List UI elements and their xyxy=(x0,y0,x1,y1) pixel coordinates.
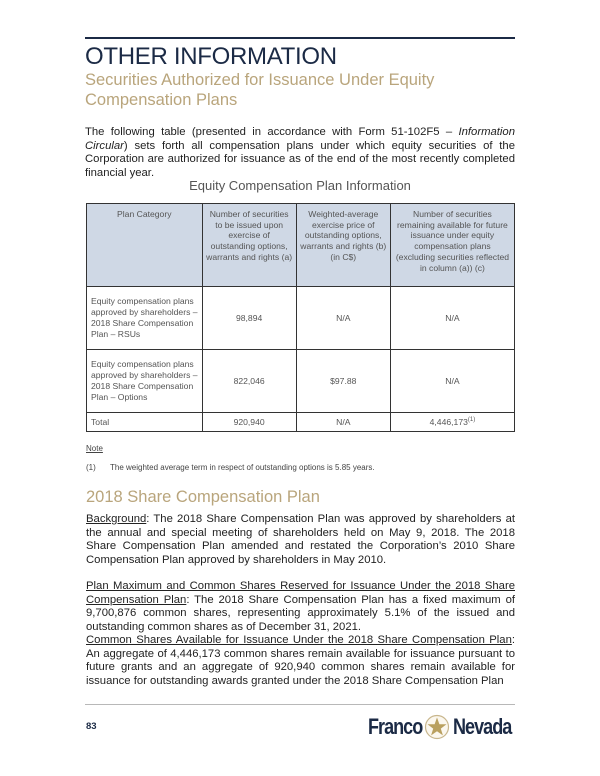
intro-text-after: ) sets forth all compensation plans under which equity securities of the Corporation are authorized for issuance as of the end of the most recently completed financial year. xyxy=(85,139,515,179)
table-title: Equity Compensation Plan Information xyxy=(189,178,411,193)
header-plan-category: Plan Category xyxy=(87,204,203,287)
cell-b: $97.88 xyxy=(296,350,390,413)
cell-a: 98,894 xyxy=(202,287,296,350)
paragraph-text: : The 2018 Share Compensation Plan was approved by shareholders at the annual and special meeting of shareholders held on May 9, 2018. The 2018 Share Compensation Plan amended and restated the Corporation’s 2010 Share Compensation Plan approved by shareholders in May 2010. xyxy=(86,513,515,566)
footnote-marker: (1) xyxy=(467,417,476,424)
total-c-value: 4,446,173 xyxy=(429,417,468,427)
cell-total-b: N/A xyxy=(296,413,390,432)
plan-section-title: 2018 Share Compensation Plan xyxy=(86,488,320,506)
intro-text-before: The following table (presented in accordance with Form 51-102F5 – xyxy=(85,126,459,138)
table-header-row xyxy=(87,204,515,287)
franco-nevada-logo xyxy=(368,712,524,742)
cell-total-c xyxy=(390,413,514,432)
paragraph-text: : An aggregate of 4,446,173 common shares remain available for issuance pursuant to future grants and an aggregate of 920,940 common shares remain available for issuance for outstanding awards granted under the 2018 Share Compensation Plan xyxy=(86,634,515,687)
header-col-a: Number of securities to be issued upon exercise of outstanding options, warrants and rights (a) xyxy=(202,204,296,287)
footer-rule xyxy=(85,704,515,705)
equity-compensation-table xyxy=(86,203,515,432)
shares-available-paragraph xyxy=(86,634,515,688)
header-col-b: Weighted-average exercise price of outstanding options, warrants and rights (b) (in C$) xyxy=(296,204,390,287)
cell-total-label: Total xyxy=(87,413,203,432)
logo-word-nevada: Nevada xyxy=(453,714,512,739)
cell-total-a: 920,940 xyxy=(202,413,296,432)
cell-b: N/A xyxy=(296,287,390,350)
cell-category: Equity compensation plans approved by shareholders – 2018 Share Compensation Plan – RSUs xyxy=(87,287,203,350)
paragraph-text: : The 2018 Share Compensation Plan has a fixed maximum of 9,700,876 common shares, representing approximately 5.1% of the issued and outstanding common shares as of December 31, 2021. xyxy=(86,593,515,633)
note-label: Note xyxy=(86,444,103,453)
section-title: OTHER INFORMATION xyxy=(85,43,337,70)
cell-c: N/A xyxy=(390,350,514,413)
table-row xyxy=(87,350,515,413)
paragraph-lead: Plan Maximum and Common Shares Reserved for Issuance Under the 2018 Share Compensation Plan xyxy=(86,580,515,606)
cell-c: N/A xyxy=(390,287,514,350)
cell-category: Equity compensation plans approved by shareholders – 2018 Share Compensation Plan – Options xyxy=(87,350,203,413)
cell-a: 822,046 xyxy=(202,350,296,413)
table-row xyxy=(87,287,515,350)
paragraph-lead: Common Shares Available for Issuance Under the 2018 Share Compensation Plan xyxy=(86,634,512,646)
background-paragraph xyxy=(86,513,515,567)
header-rule xyxy=(85,37,515,39)
header-col-c: Number of securities remaining available for future issuance under equity compensation plans (excluding securities reflected in column (a)) (c) xyxy=(390,204,514,287)
table-total-row xyxy=(87,413,515,432)
note-item xyxy=(86,463,375,472)
note-number: (1) xyxy=(86,463,96,472)
plan-maximum-paragraph xyxy=(86,580,515,634)
paragraph-lead: Background xyxy=(86,513,147,525)
intro-italic: Information Circular xyxy=(85,126,515,152)
intro-paragraph xyxy=(85,126,515,180)
note-text: The weighted average term in respect of outstanding options is 5.85 years. xyxy=(110,463,375,472)
subsection-title: Securities Authorized for Issuance Under Equity Compensation Plans xyxy=(85,71,435,109)
page-number: 83 xyxy=(86,721,97,732)
logo-word-franco: Franco xyxy=(368,714,423,739)
star-icon xyxy=(424,714,450,740)
